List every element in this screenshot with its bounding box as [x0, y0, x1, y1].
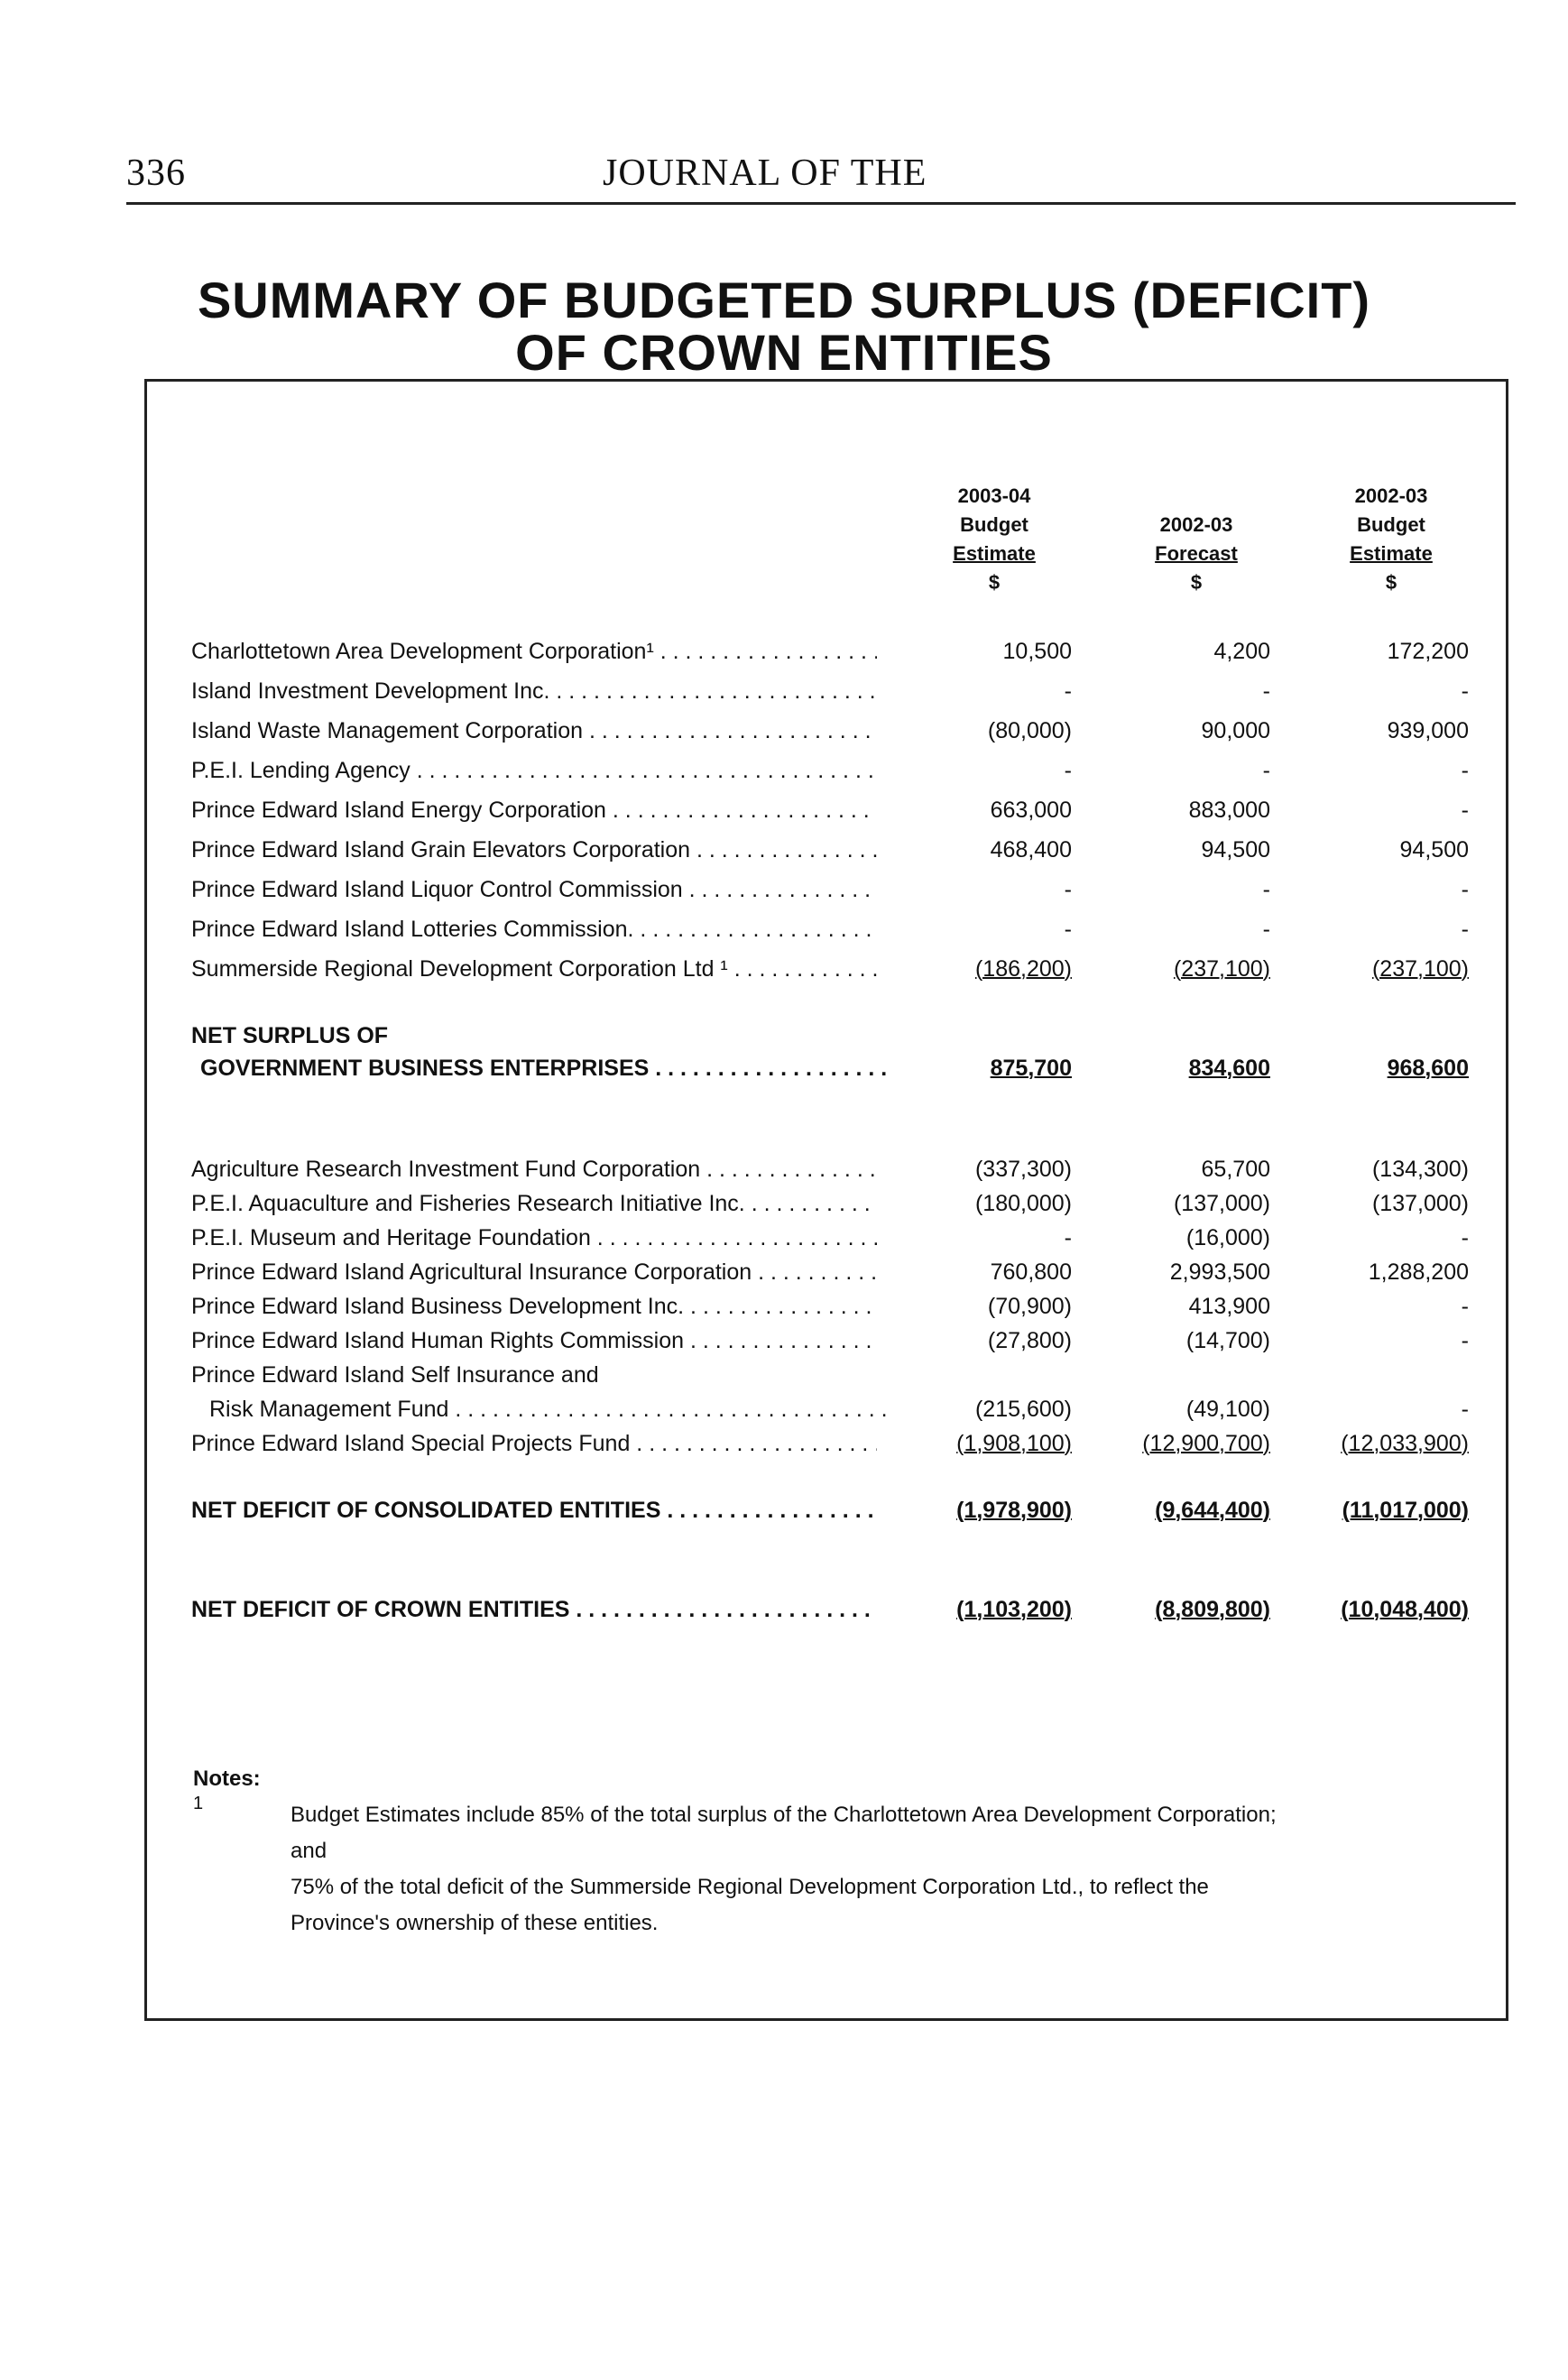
row-value: (11,017,000): [1342, 1498, 1469, 1523]
row-label: Prince Edward Island Liquor Control Commission . . .: [191, 877, 877, 903]
row-value: 883,000: [1188, 798, 1270, 823]
table-row: [191, 639, 1472, 675]
table-row: [191, 1362, 1472, 1398]
row-label: Island Waste Management Corporation . . .: [191, 718, 877, 744]
row-label: NET DEFICIT OF CONSOLIDATED ENTITIES . . .: [191, 1498, 877, 1524]
table-row: [191, 1157, 1472, 1193]
row-value: (180,000): [974, 1191, 1072, 1216]
table-row: [191, 1397, 1472, 1433]
row-value: 968,600: [1387, 1056, 1469, 1081]
row-label: Prince Edward Island Energy Corporation . . .: [191, 798, 877, 824]
row-value: -: [1064, 678, 1072, 704]
table-row: [191, 917, 1472, 953]
table-row: [191, 1294, 1472, 1330]
row-value: (237,100): [1173, 956, 1270, 982]
row-label: Prince Edward Island Special Projects Fund . . .: [191, 1431, 877, 1457]
column-header-year: 2002-03: [1354, 484, 1428, 507]
row-value: (137,000): [1173, 1191, 1270, 1216]
row-value: -: [1461, 1328, 1469, 1353]
subtotal-row: [191, 1056, 1472, 1092]
row-value: -: [1262, 758, 1270, 783]
table-row: [191, 956, 1472, 992]
row-value: 90,000: [1201, 718, 1270, 743]
column-header-1: [904, 482, 1084, 597]
row-value: (1,978,900): [956, 1498, 1072, 1523]
row-label: GOVERNMENT BUSINESS ENTERPRISES . . .: [191, 1056, 886, 1082]
row-value: -: [1461, 1225, 1469, 1250]
row-value: (49,100): [1185, 1397, 1270, 1422]
column-header-subtype: Forecast: [1155, 542, 1238, 565]
row-value: 875,700: [990, 1056, 1072, 1081]
row-value: -: [1262, 917, 1270, 942]
subtotal-heading: [191, 1023, 1472, 1059]
row-value: 834,600: [1188, 1056, 1270, 1081]
column-header-year: 2002-03: [1159, 513, 1233, 536]
column-header-subtype: Estimate: [953, 542, 1036, 565]
row-value: (134,300): [1371, 1157, 1469, 1182]
table-row: [191, 1225, 1472, 1261]
row-label: Prince Edward Island Grain Elevators Corporation . . .: [191, 837, 877, 863]
table-row: [191, 718, 1472, 754]
table-row: [191, 1431, 1472, 1467]
row-value: 468,400: [990, 837, 1072, 863]
column-header-unit: $: [988, 571, 1001, 594]
row-value: (70,900): [987, 1294, 1072, 1319]
row-value: -: [1064, 917, 1072, 942]
row-value: 939,000: [1387, 718, 1469, 743]
page-title-line2: OF CROWN ENTITIES: [515, 324, 1053, 381]
row-value: (27,800): [987, 1328, 1072, 1353]
row-label: Prince Edward Island Self Insurance and: [191, 1362, 599, 1388]
grand-total-row: [191, 1597, 1472, 1633]
row-label: Risk Management Fund . . .: [191, 1397, 895, 1423]
row-value: 1,288,200: [1368, 1259, 1469, 1285]
table-row: [191, 877, 1472, 913]
row-value: (8,809,800): [1155, 1597, 1270, 1622]
row-label: P.E.I. Lending Agency . . .: [191, 758, 877, 784]
row-value: -: [1064, 758, 1072, 783]
row-label: Prince Edward Island Agricultural Insurance Corporation . . .: [191, 1259, 877, 1286]
row-value: 413,900: [1188, 1294, 1270, 1319]
row-label: Prince Edward Island Business Development Inc. . . .: [191, 1294, 877, 1320]
row-label: NET SURPLUS OF: [191, 1023, 389, 1048]
column-header-3: [1301, 482, 1481, 597]
table-row: [191, 798, 1472, 834]
row-label: Prince Edward Island Human Rights Commission . . .: [191, 1328, 877, 1354]
row-value: 10,500: [1002, 639, 1072, 664]
row-value: (1,103,200): [956, 1597, 1072, 1622]
note-line: Province's ownership of these entities.: [291, 1911, 659, 1935]
row-label: P.E.I. Aquaculture and Fisheries Research Initiative Inc. . . .: [191, 1191, 877, 1217]
row-label: Prince Edward Island Lotteries Commission. . . .: [191, 917, 877, 943]
row-value: -: [1064, 877, 1072, 902]
row-label: Charlottetown Area Development Corporation¹ . . .: [191, 639, 877, 665]
row-value: (237,100): [1371, 956, 1469, 982]
row-value: (12,033,900): [1341, 1431, 1469, 1456]
row-value: 760,800: [990, 1259, 1072, 1285]
column-header-subtype: Estimate: [1350, 542, 1433, 565]
row-value: (80,000): [987, 718, 1072, 743]
row-value: 4,200: [1213, 639, 1270, 664]
row-value: 65,700: [1201, 1157, 1270, 1182]
row-value: (10,048,400): [1341, 1597, 1469, 1622]
row-value: -: [1461, 917, 1469, 942]
row-value: 94,500: [1399, 837, 1469, 863]
subtotal-row: [191, 1498, 1472, 1534]
row-value: 172,200: [1387, 639, 1469, 664]
row-value: (16,000): [1185, 1225, 1270, 1250]
row-label: Summerside Regional Development Corporation Ltd ¹ . . .: [191, 956, 877, 982]
row-value: -: [1262, 678, 1270, 704]
table-row: [191, 1191, 1472, 1227]
header-rule: [126, 202, 1516, 205]
table-row: [191, 1259, 1472, 1296]
row-value: -: [1461, 877, 1469, 902]
row-value: 2,993,500: [1169, 1259, 1270, 1285]
note-line: 75% of the total deficit of the Summerside Regional Development Corporation Ltd., to reflect the: [291, 1875, 1209, 1899]
row-value: 663,000: [990, 798, 1072, 823]
row-value: (1,908,100): [956, 1431, 1072, 1456]
row-value: -: [1064, 1225, 1072, 1250]
notes-heading: Notes:: [193, 1767, 261, 1791]
row-value: 94,500: [1201, 837, 1270, 863]
column-header-type: Budget: [960, 513, 1028, 536]
note-line: and: [291, 1839, 327, 1863]
row-value: -: [1262, 877, 1270, 902]
table-row: [191, 837, 1472, 873]
row-label: Island Investment Development Inc. . . .: [191, 678, 877, 705]
row-value: (215,600): [974, 1397, 1072, 1422]
column-header-unit: $: [1385, 571, 1397, 594]
table-row: [191, 758, 1472, 794]
page-number: 336: [126, 152, 186, 194]
row-label: P.E.I. Museum and Heritage Foundation . . .: [191, 1225, 877, 1251]
row-value: -: [1461, 678, 1469, 704]
row-value: (186,200): [974, 956, 1072, 982]
page-title-line1: SUMMARY OF BUDGETED SURPLUS (DEFICIT): [197, 272, 1371, 328]
column-header-type: Budget: [1357, 513, 1425, 536]
running-title: JOURNAL OF THE: [603, 152, 927, 194]
note-marker: 1: [193, 1794, 204, 1813]
row-value: -: [1461, 758, 1469, 783]
table-row: [191, 1328, 1472, 1364]
row-value: (137,000): [1371, 1191, 1469, 1216]
row-value: (9,644,400): [1155, 1498, 1270, 1523]
row-value: -: [1461, 798, 1469, 823]
note-line: Budget Estimates include 85% of the total surplus of the Charlottetown Area Development Corporation;: [291, 1803, 1277, 1827]
row-value: (12,900,700): [1142, 1431, 1270, 1456]
row-label: NET DEFICIT OF CROWN ENTITIES . . .: [191, 1597, 877, 1623]
column-header-2: [1106, 511, 1287, 597]
column-header-unit: $: [1190, 571, 1203, 594]
row-label: Agriculture Research Investment Fund Corporation . . .: [191, 1157, 877, 1183]
column-header-year: 2003-04: [957, 484, 1031, 507]
row-value: (14,700): [1185, 1328, 1270, 1353]
row-value: (337,300): [974, 1157, 1072, 1182]
row-value: -: [1461, 1397, 1469, 1422]
table-row: [191, 678, 1472, 715]
row-value: -: [1461, 1294, 1469, 1319]
